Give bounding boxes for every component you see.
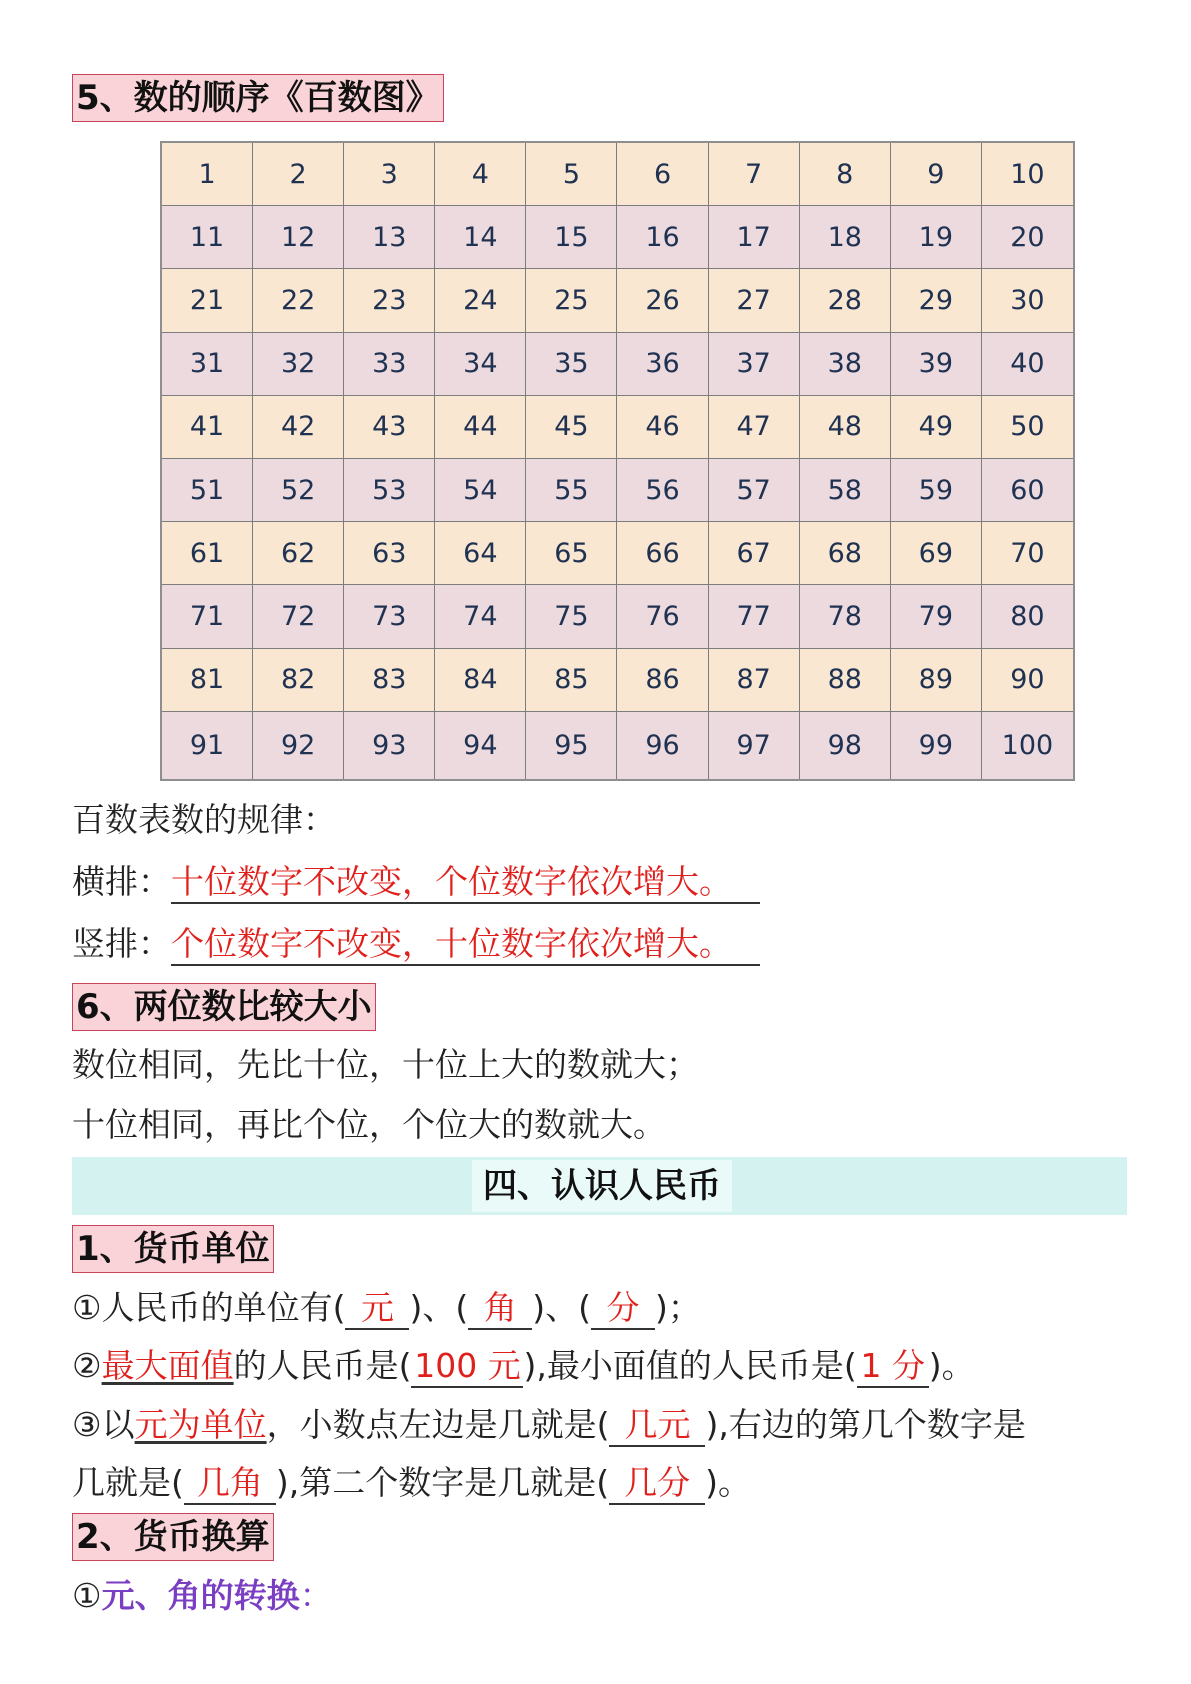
hundred-chart-cell: 27: [709, 269, 800, 332]
hundred-chart-cell: 49: [891, 396, 982, 459]
hundred-chart-cell: 10: [982, 143, 1073, 206]
currency-item-3-mid2: ),右边的第几个数字是: [705, 1405, 1026, 1444]
currency-item-1-end: )；: [654, 1288, 701, 1327]
hundred-chart-cell: 47: [709, 396, 800, 459]
rule-horizontal: [72, 860, 760, 904]
hundred-chart-cell: 85: [526, 649, 617, 712]
hundred-chart-cell: 70: [982, 522, 1073, 585]
hundred-chart-cell: 13: [344, 206, 435, 269]
hundred-chart-cell: 100: [982, 712, 1073, 779]
hundred-chart-cell: 12: [253, 206, 344, 269]
hundred-chart-cell: 45: [526, 396, 617, 459]
hundred-chart-cell: 73: [344, 585, 435, 648]
answer-fen: 分: [591, 1288, 655, 1330]
currency-item-2-end: )。: [928, 1346, 975, 1385]
hundred-chart: [160, 141, 1075, 781]
hundred-chart-cell: 9: [891, 143, 982, 206]
hundred-chart-cell: 19: [891, 206, 982, 269]
hundred-chart-cell: 42: [253, 396, 344, 459]
hundred-chart-cell: 43: [344, 396, 435, 459]
hundred-chart-cell: 71: [162, 585, 253, 648]
currency-item-2: [72, 1344, 975, 1388]
hundred-chart-cell: 18: [800, 206, 891, 269]
hundred-chart-cell: 15: [526, 206, 617, 269]
currency-item-3-mid3: ),第二个数字是几就是(: [275, 1463, 610, 1502]
conversion-sub-1-colon: ：: [299, 1576, 333, 1615]
hundred-chart-cell: 61: [162, 522, 253, 585]
rule-vertical-label: 竖排：: [72, 924, 171, 963]
hundred-chart-cell: 6: [617, 143, 708, 206]
hundred-chart-cell: 99: [891, 712, 982, 779]
conversion-sub-1-title: 元、角的转换: [101, 1576, 300, 1615]
answer-ji-jiao: 几角: [184, 1463, 276, 1505]
hundred-chart-cell: 28: [800, 269, 891, 332]
currency-item-3-prefix: ③以: [72, 1405, 135, 1444]
hundred-chart-cell: 57: [709, 459, 800, 522]
hundred-chart-cell: 32: [253, 333, 344, 396]
answer-ji-fen: 几分: [609, 1463, 705, 1505]
answer-1-fen: 1 分: [857, 1346, 929, 1388]
currency-item-3-line2: [72, 1461, 751, 1505]
hundred-chart-cell: 8: [800, 143, 891, 206]
hundred-chart-cell: 2: [253, 143, 344, 206]
hundred-chart-cell: 97: [709, 712, 800, 779]
compare-line-1: 数位相同，先比十位，十位上大的数就大；: [72, 1045, 699, 1084]
rule-vertical-answer: 个位数字不改变，十位数字依次增大。: [171, 924, 760, 966]
currency-item-3-end: )。: [705, 1463, 751, 1502]
hundred-chart-cell: 30: [982, 269, 1073, 332]
hundred-chart-cell: 46: [617, 396, 708, 459]
section-heading-hundred-chart: 5、数的顺序《百数图》: [72, 74, 444, 122]
hundred-chart-cell: 86: [617, 649, 708, 712]
conversion-sub-1-circle: ①: [72, 1576, 102, 1615]
hundred-chart-cell: 63: [344, 522, 435, 585]
hundred-chart-cell: 3: [344, 143, 435, 206]
rule-vertical: [72, 922, 760, 966]
hundred-chart-cell: 72: [253, 585, 344, 648]
hundred-chart-cell: 94: [435, 712, 526, 779]
hundred-chart-cell: 26: [617, 269, 708, 332]
hundred-chart-cell: 41: [162, 396, 253, 459]
hundred-chart-cell: 55: [526, 459, 617, 522]
hundred-chart-cell: 98: [800, 712, 891, 779]
hundred-chart-cell: 88: [800, 649, 891, 712]
rules-title: 百数表数的规律：: [72, 800, 336, 839]
hundred-chart-cell: 37: [709, 333, 800, 396]
section-heading-currency-conversion: 2、货币换算: [72, 1513, 274, 1561]
hundred-chart-cell: 33: [344, 333, 435, 396]
hundred-chart-cell: 21: [162, 269, 253, 332]
hundred-chart-cell: 78: [800, 585, 891, 648]
currency-item-1-sep2: )、(: [532, 1288, 591, 1327]
hundred-chart-cell: 66: [617, 522, 708, 585]
hundred-chart-cell: 59: [891, 459, 982, 522]
hundred-chart-cell: 81: [162, 649, 253, 712]
answer-100-yuan: 100 元: [411, 1346, 523, 1388]
answer-yuan: 元: [345, 1288, 409, 1330]
rule-horizontal-label: 横排：: [72, 862, 171, 901]
hundred-chart-cell: 68: [800, 522, 891, 585]
hundred-chart-cell: 11: [162, 206, 253, 269]
currency-item-1-sep1: )、(: [409, 1288, 469, 1327]
conversion-sub-1: [72, 1574, 333, 1618]
rule-horizontal-answer: 十位数字不改变，个位数字依次增大。: [171, 862, 760, 904]
hundred-chart-cell: 80: [982, 585, 1073, 648]
hundred-chart-cell: 90: [982, 649, 1073, 712]
hundred-chart-cell: 95: [526, 712, 617, 779]
hundred-chart-cell: 58: [800, 459, 891, 522]
hundred-chart-cell: 17: [709, 206, 800, 269]
hundred-chart-cell: 5: [526, 143, 617, 206]
hundred-chart-cell: 53: [344, 459, 435, 522]
hundred-chart-cell: 39: [891, 333, 982, 396]
hundred-chart-cell: 76: [617, 585, 708, 648]
hundred-chart-cell: 91: [162, 712, 253, 779]
hundred-chart-cell: 34: [435, 333, 526, 396]
hundred-chart-cell: 48: [800, 396, 891, 459]
currency-item-2-highlight: 最大面值: [101, 1346, 234, 1385]
hundred-chart-cell: 44: [435, 396, 526, 459]
hundred-chart-cell: 20: [982, 206, 1073, 269]
hundred-chart-cell: 65: [526, 522, 617, 585]
answer-jiao: 角: [468, 1288, 532, 1330]
hundred-chart-cell: 24: [435, 269, 526, 332]
hundred-chart-cell: 74: [435, 585, 526, 648]
hundred-chart-cell: 83: [344, 649, 435, 712]
hundred-chart-cell: 35: [526, 333, 617, 396]
hundred-chart-cell: 93: [344, 712, 435, 779]
hundred-chart-cell: 7: [709, 143, 800, 206]
hundred-chart-cell: 89: [891, 649, 982, 712]
hundred-chart-cell: 75: [526, 585, 617, 648]
hundred-chart-cell: 96: [617, 712, 708, 779]
hundred-chart-cell: 51: [162, 459, 253, 522]
currency-item-3-mid1: ，小数点左边是几就是(: [266, 1405, 610, 1444]
currency-item-2-mid1: 的人民币是(: [233, 1346, 412, 1385]
hundred-chart-cell: 60: [982, 459, 1073, 522]
section-heading-currency-units: 1、货币单位: [72, 1225, 274, 1273]
currency-item-1-prefix: ①人民币的单位有(: [72, 1288, 346, 1327]
hundred-chart-cell: 82: [253, 649, 344, 712]
currency-item-3-line1: [72, 1403, 1026, 1447]
section-heading-compare: 6、两位数比较大小: [72, 983, 376, 1031]
hundred-chart-cell: 69: [891, 522, 982, 585]
compare-line-2: 十位相同，再比个位，个位大的数就大。: [72, 1105, 666, 1144]
chapter-title: 四、认识人民币: [472, 1160, 732, 1212]
hundred-chart-cell: 79: [891, 585, 982, 648]
hundred-chart-cell: 36: [617, 333, 708, 396]
hundred-chart-cell: 50: [982, 396, 1073, 459]
hundred-chart-cell: 29: [891, 269, 982, 332]
hundred-chart-cell: 62: [253, 522, 344, 585]
hundred-chart-cell: 64: [435, 522, 526, 585]
currency-item-1: [72, 1286, 701, 1330]
hundred-chart-cell: 56: [617, 459, 708, 522]
hundred-chart-cell: 23: [344, 269, 435, 332]
hundred-chart-cell: 92: [253, 712, 344, 779]
hundred-chart-cell: 16: [617, 206, 708, 269]
hundred-chart-cell: 14: [435, 206, 526, 269]
hundred-chart-cell: 1: [162, 143, 253, 206]
hundred-chart-cell: 4: [435, 143, 526, 206]
hundred-chart-cell: 25: [526, 269, 617, 332]
hundred-chart-cell: 77: [709, 585, 800, 648]
hundred-chart-cell: 87: [709, 649, 800, 712]
hundred-chart-cell: 54: [435, 459, 526, 522]
currency-item-3-highlight: 元为单位: [134, 1405, 267, 1444]
hundred-chart-cell: 22: [253, 269, 344, 332]
hundred-chart-cell: 67: [709, 522, 800, 585]
hundred-chart-cell: 31: [162, 333, 253, 396]
hundred-chart-cell: 84: [435, 649, 526, 712]
hundred-chart-cell: 52: [253, 459, 344, 522]
hundred-chart-cell: 38: [800, 333, 891, 396]
answer-ji-yuan: 几元: [609, 1405, 705, 1447]
currency-item-2-mid2: ),最小面值的人民币是(: [523, 1346, 857, 1385]
hundred-chart-cell: 40: [982, 333, 1073, 396]
currency-item-2-circle: ②: [72, 1346, 102, 1385]
currency-item-3-line2-prefix: 几就是(: [72, 1463, 184, 1502]
